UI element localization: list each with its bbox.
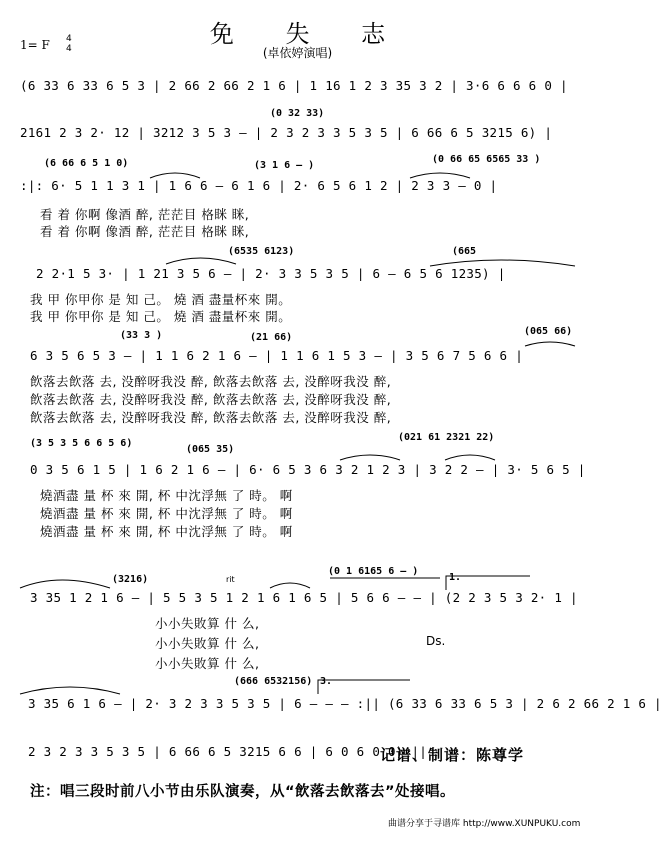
volta-3-label: 3.	[320, 676, 333, 687]
transcriber-credit: 记谱、制谱：陈尊学	[380, 746, 525, 764]
key-signature: 1= F	[20, 38, 50, 52]
lyric-line-3-1: 看 着 你啊 像酒 醉, 茫茫目 格眯 眯,	[40, 207, 250, 222]
lyric-line-6-1: 燒酒盡 量 杯 來 開, 杯 中沈浮無 了 時。 啊	[40, 488, 293, 503]
notation-line-7: 3 35 1 2 1 6 — | 5 5 3 5 1 2 1 6 1 6 5 | 5 6 6 — — | (2 2 3 5 3 2· 1 |	[30, 590, 578, 605]
rit-marking: rit	[226, 575, 235, 584]
notation-line-2: 2161 2 3 2· 12 | 3212 3 5 3 — | 2 3 2 3 3 5 3 5 | 6 66 6 5 3215 6) |	[20, 125, 553, 140]
slur	[20, 580, 110, 588]
meter-top: 4	[66, 34, 72, 44]
annotation-6-1: (3 5 3 5 6 6 5 6)	[30, 438, 133, 449]
annotation-2-1: (0 32 33)	[270, 108, 325, 119]
lyric-line-4-2: 我 甲 你甲你 是 知 己。 燒 酒 盡量杯來 開。	[30, 309, 292, 324]
annotation-8-1: (666 6532156)	[234, 676, 313, 687]
site-footer: 曲谱分享于寻谱库 http://www.XUNPUKU.com	[388, 819, 581, 829]
annotation-5-1: (33 3 )	[120, 330, 163, 341]
annotation-4-2: (665	[452, 246, 477, 257]
slur	[270, 583, 310, 588]
slur	[340, 455, 400, 460]
lyric-line-6-2: 燒酒盡 量 杯 來 開, 杯 中沈浮無 了 時。 啊	[40, 506, 293, 521]
annotation-7-2: (0 1 6165 6 — )	[328, 566, 419, 577]
page-subtitle: (卓依婷演唱)	[262, 46, 333, 60]
annotation-3-3: (0 66 65 6565 33 )	[432, 154, 541, 165]
annotation-3-1: (6 66 6 5 1 0)	[44, 158, 129, 169]
lyric-line-6-3: 燒酒盡 量 杯 來 開, 杯 中沈浮無 了 時。 啊	[40, 524, 293, 539]
slur	[20, 687, 120, 694]
notation-line-4: 2 2·1 5 3· | 1 21 3 5 6 — | 2· 3 3 5 3 5 | 6 — 6 5 6 1235) |	[36, 266, 506, 281]
notation-line-6: 0 3 5 6 1 5 | 1 6 2 1 6 — | 6· 6 5 3 6 3 2 1 2 3 | 3 2 2 — | 3· 5 6 5 |	[30, 462, 586, 477]
performance-note: 注：唱三段时前八小节由乐队演奏，从“飲落去飲落去”处接唱。	[30, 784, 456, 800]
annotation-5-3: (065 66)	[524, 326, 573, 337]
annotation-6-3: (021 61 2321 22)	[398, 432, 495, 443]
slur	[150, 173, 200, 178]
lyric-line-3-2: 看 着 你啊 像酒 醉, 茫茫目 格眯 眯,	[40, 224, 250, 239]
slur	[445, 455, 495, 460]
lyric-line-7-3: 小小失敗算 什 么,	[155, 656, 260, 671]
lyric-line-7-2: 小小失敗算 什 么,	[155, 636, 260, 651]
meter-bottom: 4	[66, 44, 72, 54]
annotation-5-2: (21 66)	[250, 332, 293, 343]
volta-1-label: 1.	[449, 572, 462, 583]
annotation-7-1: (3216)	[112, 574, 149, 585]
annotation-3-2: (3 1 6 — )	[254, 160, 315, 171]
slur	[430, 260, 575, 266]
lyric-line-5-1: 飲落去飲落 去, 没醉呀我没 醉, 飲落去飲落 去, 没醉呀我没 醉,	[30, 374, 392, 389]
dal-segno-mark: Ds.	[426, 634, 446, 648]
notation-line-3: :|: 6· 5 1 1 3 1 | 1 6 6 — 6 1 6 | 2· 6 5 6 1 2 | 2 3 3 — 0 |	[20, 178, 498, 193]
annotation-6-2: (065 35)	[186, 444, 235, 455]
lyric-line-5-3: 飲落去飲落 去, 没醉呀我没 醉, 飲落去飲落 去, 没醉呀我没 醉,	[30, 410, 392, 425]
notation-line-5: 6 3 5 6 5 3 — | 1 1 6 2 1 6 — | 1 1 6 1 5 3 — | 3 5 6 7 5 6 6 |	[30, 348, 524, 363]
lyric-line-7-1: 小小失敗算 什 么,	[155, 616, 260, 631]
lyric-line-5-2: 飲落去飲落 去, 没醉呀我没 醉, 飲落去飲落 去, 没醉呀我没 醉,	[30, 392, 392, 407]
lyric-line-4-1: 我 甲 你甲你 是 知 己。 燒 酒 盡量杯來 開。	[30, 292, 292, 307]
slur	[525, 342, 575, 346]
slur	[166, 258, 236, 264]
page-title: 免 失 志	[209, 20, 408, 48]
annotation-4-1: (6535 6123)	[228, 246, 295, 257]
slur	[410, 173, 470, 178]
notation-line-1: (6 33 6 33 6 5 3 | 2 66 2 66 2 1 6 | 1 16 1 2 3 35 3 2 | 3·6 6 6 6 0 |	[20, 78, 568, 93]
volta-1-bracket	[446, 576, 530, 590]
notation-line-8: 3 35 6 1 6 — | 2· 3 2 3 3 5 3 5 | 6 — — — :|| (6 33 6 33 6 5 3 | 2 6 2 66 2 1 6 |	[28, 696, 662, 711]
notation-line-9: 2 3 2 3 3 5 3 5 | 6 66 6 5 3215 6 6 | 6 0 6 0 0) ||	[28, 744, 428, 759]
volta-3-bracket	[318, 680, 410, 694]
